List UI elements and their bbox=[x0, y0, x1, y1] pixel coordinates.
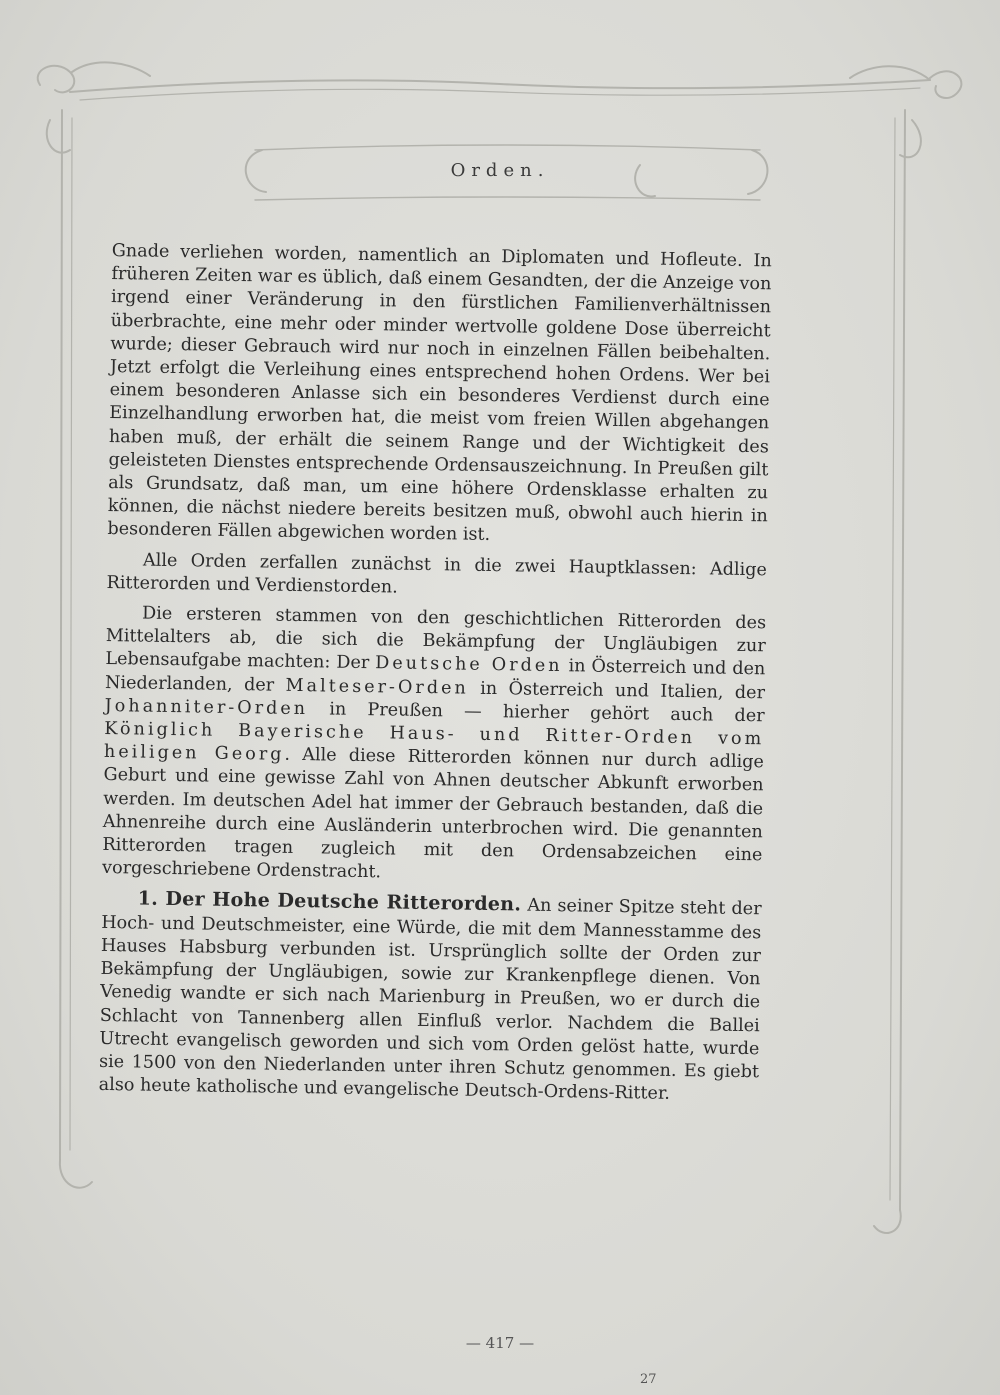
paragraph-3-text-2: in Österreich und den Niederlanden, der bbox=[104, 656, 766, 696]
order-name-malteser-orden: Malteser-Orden bbox=[285, 675, 469, 699]
paragraph-4-text: An seiner Spitze steht der Hoch- und Deutschmeister, eine Würde, die mit dem Mannesstamme des Hauses Habsburg verbunden ist. Ursprünglich sollte der Orden zur Bekämpfung der Ungläubigen, sowie zur Krankenpflege dienen. Von Venedig wandte er sich nach Marienburg in Preußen, wo er durch die Schlacht von Tannenberg allen Einfluß verlor. Nachdem die Ballei Utrecht evangelisch geworden und sich vom Orden gelöst hatte, wurde sie 1500 von den Niederlanden unter ihren Schutz genommen. Es giebt also heute katholische und evangelische Deutsch-Ordens-Ritter. bbox=[98, 895, 762, 1104]
paragraph-1: Gnade verliehen worden, namentlich an Diplomaten und Hofleute. In früheren Zeiten war es üblich, daß einem Gesandten, der die Anzeige von irgend einer Veränderung in den fürstlichen Familienverhältnissen überbrachte, eine mehr oder minder wertvolle goldene Dose überreicht wurde; dieser Gebrauch wird nur noch in einzelnen Fällen beibehalten. Jetzt erfolgt die Verleihung eines entsprechend hohen Ordens. Wer bei einem besonderen Anlasse sich ein besonderes Verdienst durch eine Einzelhandlung erworben hat, die meist vom freien Willen abgehangen haben muß, der erhält die seinem Range und der Wichtigkeit des geleisteten Dienstes entsprechende Ordensauszeichnung. In Preußen gilt als Grundsatz, daß man, um eine höhere Ordensklasse erhalten zu können, die nächst niedere bereits besitzen muß, obwohl auch hierin in besonderen Fällen abgewichen worden ist. bbox=[107, 240, 772, 546]
running-head: Orden. bbox=[450, 160, 550, 181]
order-name-georg-orden: Königlich Bayerische Haus- und Ritter-Orden vom heiligen Georg bbox=[103, 719, 765, 766]
paragraph-3 bbox=[102, 602, 766, 891]
paragraph-3-text-3: in Österreich und Italien, der bbox=[468, 678, 766, 703]
section-heading: 1. Der Hohe Deutsche Ritterorden. bbox=[137, 887, 522, 916]
signature-mark: 27 bbox=[640, 1372, 657, 1387]
page-number: — 417 — bbox=[465, 1334, 535, 1352]
order-name-deutsche-orden: Deutsche Orden bbox=[375, 653, 563, 677]
paragraph-3-text-4: in Preußen — hierher gehört auch der bbox=[307, 698, 765, 727]
paragraph-2: Alle Orden zerfallen zunächst in die zwei Hauptklassen: Adlige Ritterorden und Verdienstorden. bbox=[106, 550, 768, 598]
paragraph-3-text-1: Die ersteren stammen von den geschichtlichen Ritterorden des Mittelalters ab, die sich die Bekämpfung der Ungläubigen zur Lebensaufgabe machten: Der bbox=[105, 603, 767, 674]
paragraph-4 bbox=[99, 887, 762, 1107]
paragraph-3-text-5: . Alle diese Ritterorden können nur durch adlige Geburt und eine gewisse Zahl von Ahnen deutscher Abkunft erworben werden. Im deutschen Adel hat immer der Gebrauch bestanden, daß die Ahnenreihe durch eine Ausländerin unterbrochen wird. Die genannten Ritterorden tragen zugleich mit den Ordensabzeichen eine vorgeschriebene Ordenstracht. bbox=[101, 745, 765, 883]
order-name-johanniter-orden: Johanniter-Orden bbox=[104, 695, 309, 719]
body-text bbox=[99, 240, 772, 1108]
